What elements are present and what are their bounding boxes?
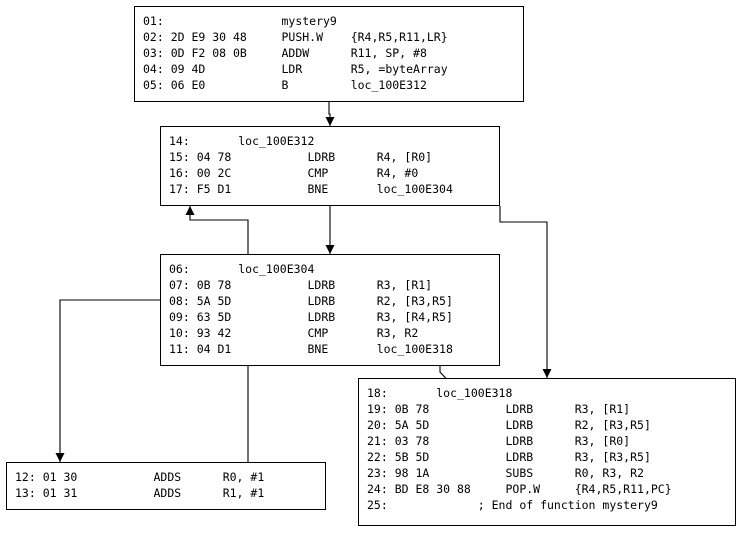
block-entry-line-0: 01: mystery9 [143, 14, 337, 28]
block-increment[interactable] [6, 462, 326, 510]
block-entry-line-4: 05: 06 E0 B loc_100E312 [143, 78, 427, 92]
block-loc-100e318-line-5: 23: 98 1A SUBS R0, R3, R2 [367, 466, 644, 480]
block-loc-100e318-line-0: 18: loc_100E318 [367, 386, 513, 400]
block-increment-line-1: 13: 01 31 ADDS R1, #1 [15, 486, 265, 500]
edge-loc100E304-to-increment [56, 300, 161, 462]
edge-entry-to-loc100E312 [326, 102, 335, 126]
edge-loc100E312-to-loc100E318 [500, 206, 552, 378]
block-entry[interactable] [134, 6, 524, 102]
block-loc-100e312-line-0: 14: loc_100E312 [169, 134, 315, 148]
block-increment-line-0: 12: 01 30 ADDS R0, #1 [15, 470, 265, 484]
block-loc-100e318-line-2: 20: 5A 5D LDRB R2, [R3,R5] [367, 418, 651, 432]
block-loc-100e318-line-6: 24: BD E8 30 88 POP.W {R4,R5,R11,PC} [367, 482, 672, 496]
block-loc-100e304-line-4: 10: 93 42 CMP R3, R2 [169, 326, 419, 340]
block-entry-line-3: 04: 09 4D LDR R5, =byteArray [143, 62, 448, 76]
block-loc-100e312-line-2: 16: 00 2C CMP R4, #0 [169, 166, 419, 180]
block-loc-100e304-line-2: 08: 5A 5D LDRB R2, [R3,R5] [169, 294, 453, 308]
edge-loc100E312-to-loc100E304 [326, 206, 335, 254]
block-entry-line-2: 03: 0D F2 08 0B ADDW R11, SP, #8 [143, 46, 427, 60]
block-loc-100e304-line-0: 06: loc_100E304 [169, 262, 315, 276]
block-entry-line-1: 02: 2D E9 30 48 PUSH.W {R4,R5,R11,LR} [143, 30, 448, 44]
block-loc-100e318-line-1: 19: 0B 78 LDRB R3, [R1] [367, 402, 631, 416]
block-loc-100e318-line-3: 21: 03 78 LDRB R3, [R0] [367, 434, 631, 448]
block-loc-100e304[interactable] [160, 254, 500, 366]
block-loc-100e304-line-1: 07: 0B 78 LDRB R3, [R1] [169, 278, 433, 292]
block-loc-100e304-line-3: 09: 63 5D LDRB R3, [R4,R5] [169, 310, 453, 324]
block-loc-100e312[interactable] [160, 126, 500, 206]
block-loc-100e318-line-7: 25: ; End of function mystery9 [367, 498, 658, 512]
block-loc-100e304-line-5: 11: 04 D1 BNE loc_100E318 [169, 342, 453, 356]
block-loc-100e312-line-3: 17: F5 D1 BNE loc_100E304 [169, 182, 453, 196]
block-loc-100e318[interactable] [358, 378, 736, 526]
block-loc-100e312-line-1: 15: 04 78 LDRB R4, [R0] [169, 150, 433, 164]
block-loc-100e318-line-4: 22: 5B 5D LDRB R3, [R3,R5] [367, 450, 651, 464]
